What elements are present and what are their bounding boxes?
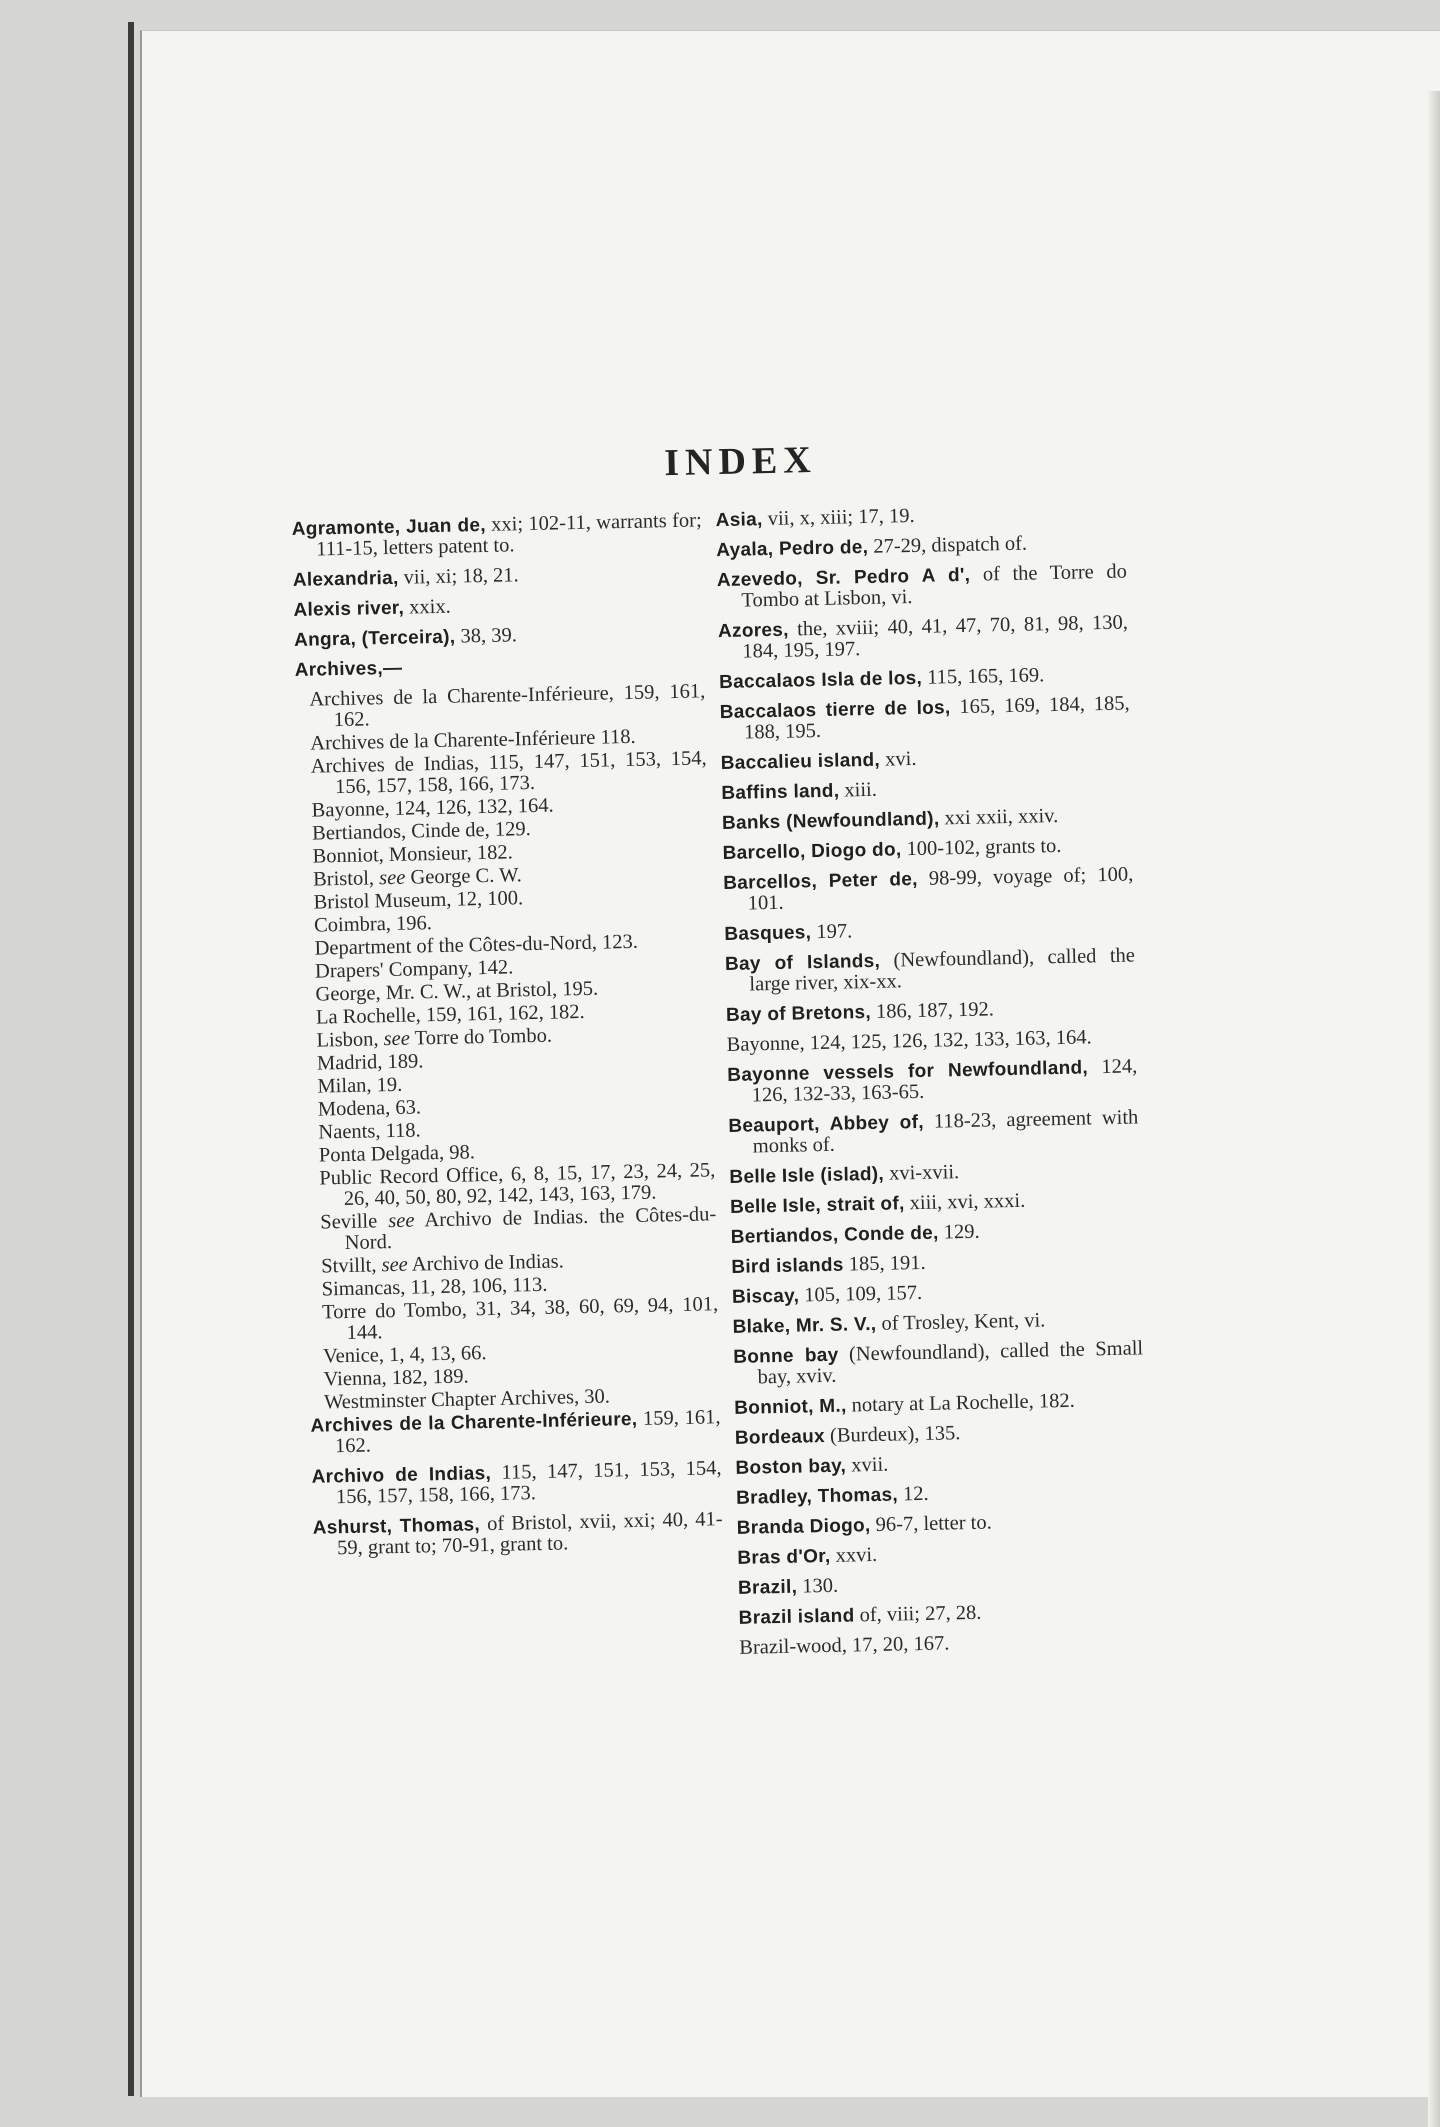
entry-text: xiii. bbox=[839, 779, 877, 802]
entry-text: Torre do Tombo, 31, 34, 38, 60, 69, 94, 101, 144. bbox=[322, 1293, 718, 1344]
entry-text: Department of the Côtes-du-Nord, 123. bbox=[314, 931, 638, 960]
entry-text: of Bristol, xvii, xxi; 40, 41-59, grant to; 70-91, grant to. bbox=[337, 1508, 723, 1559]
entry-heading: Ashurst, Thomas, bbox=[312, 1514, 480, 1538]
binding-shadow bbox=[128, 22, 134, 2096]
entry-heading: Baccalieu island, bbox=[721, 750, 881, 774]
entry-heading: Bordeaux bbox=[735, 1426, 825, 1449]
entry-text: Lisbon, bbox=[316, 1028, 379, 1051]
index-entry bbox=[727, 1056, 1138, 1107]
entry-text: La Rochelle, 159, 161, 162, 182. bbox=[316, 1001, 585, 1029]
index-entry bbox=[292, 510, 703, 561]
entry-text: xxi; 102-11, warrants for; 111-15, letters patent to. bbox=[316, 509, 702, 560]
entry-text: (Newfoundland), called the Small bay, xviv. bbox=[757, 1337, 1143, 1388]
entry-text: Bayonne, 124, 126, 132, 164. bbox=[311, 795, 553, 822]
entry-text: Simancas, 11, 28, 106, 113. bbox=[321, 1274, 547, 1301]
index-entry bbox=[294, 621, 704, 651]
entry-heading: Agramonte, Juan de, bbox=[292, 515, 486, 540]
index-entry bbox=[725, 945, 1136, 996]
entry-text: 185, 191. bbox=[843, 1252, 925, 1276]
entry-heading: Basques, bbox=[724, 922, 811, 945]
entry-text: Bertiandos, Cinde de, 129. bbox=[312, 818, 531, 845]
index-entry bbox=[718, 612, 1129, 663]
entry-heading: Branda Diogo, bbox=[737, 1515, 871, 1539]
entry-text: vii, xi; 18, 21. bbox=[398, 564, 519, 589]
index-entry bbox=[722, 834, 1132, 864]
index-entry bbox=[737, 1539, 1147, 1569]
index-entry bbox=[719, 693, 1130, 744]
page-title: INDEX bbox=[330, 431, 1151, 492]
entry-text: Bonniot, Monsieur, 182. bbox=[312, 841, 513, 867]
entry-heading: Archives,— bbox=[295, 658, 403, 681]
entry-text: Bayonne, 124, 125, 126, 132, 133, 163, 164. bbox=[726, 1026, 1091, 1056]
entry-text: 129. bbox=[938, 1221, 979, 1244]
index-entry bbox=[295, 651, 705, 681]
index-entry bbox=[715, 502, 1125, 532]
index-entry bbox=[737, 1509, 1147, 1539]
entry-text: 124, 126, 132-33, 163-65. bbox=[752, 1055, 1138, 1106]
entry-text: 12. bbox=[898, 1483, 929, 1506]
entry-text: Archives de la Charente-Inférieure, 159, 161, 162. bbox=[309, 680, 705, 731]
entry-text: 96-7, letter to. bbox=[870, 1512, 992, 1537]
entry-text: Stvillt, bbox=[321, 1254, 377, 1277]
entry-heading: Ayala, Pedro de, bbox=[716, 537, 868, 561]
entry-text: of the Torre do Tombo at Lisbon, vi. bbox=[741, 561, 1127, 612]
page-edge bbox=[1428, 91, 1440, 2127]
entry-text: xxi xxii, xxiv. bbox=[939, 805, 1058, 829]
entry-text: 165, 169, 184, 185, 188, 195. bbox=[744, 692, 1130, 743]
index-entry bbox=[721, 774, 1131, 804]
entry-heading: Belle Isle (islad), bbox=[729, 1164, 884, 1188]
entry-text: xxvi. bbox=[830, 1544, 877, 1567]
index-columns bbox=[292, 501, 1176, 1677]
index-entry bbox=[732, 1308, 1142, 1338]
entry-heading: Bradley, Thomas, bbox=[736, 1485, 898, 1509]
entry-heading: Boston bay, bbox=[735, 1456, 846, 1479]
see-target: George C. W. bbox=[410, 864, 522, 888]
index-entry bbox=[738, 1599, 1148, 1629]
index-entry bbox=[721, 744, 1131, 774]
entry-text: xvii. bbox=[846, 1454, 889, 1477]
index-entry bbox=[735, 1419, 1145, 1449]
entry-text: 100-102, grants to. bbox=[901, 835, 1061, 860]
entry-heading: Baccalaos tierre de los, bbox=[719, 697, 950, 723]
index-entry bbox=[736, 1479, 1146, 1509]
entry-text: 159, 161, 162. bbox=[335, 1406, 721, 1457]
entry-heading: Alexandria, bbox=[293, 568, 399, 591]
entry-heading: Archives de la Charente-Inférieure, bbox=[310, 1409, 637, 1437]
index-entry bbox=[716, 532, 1126, 562]
index-entry bbox=[311, 1458, 722, 1509]
index-entry bbox=[722, 804, 1132, 834]
entry-text: Archives de Indias, 115, 147, 151, 153, 154, 156, 157, 158, 166, 173. bbox=[311, 747, 707, 798]
entry-heading: Baccalaos Isla de los, bbox=[719, 668, 922, 693]
entry-text: 130. bbox=[797, 1575, 838, 1598]
index-entry bbox=[312, 1509, 723, 1560]
entry-heading: Bras d'Or, bbox=[737, 1546, 830, 1569]
index-entry bbox=[726, 996, 1136, 1026]
see-target: Archivo de Indias. the Côtes-du-Nord. bbox=[345, 1203, 717, 1254]
entry-heading: Barcellos, Peter de, bbox=[723, 869, 918, 894]
entry-text: Milan, 19. bbox=[317, 1074, 402, 1098]
entry-heading: Baffins land, bbox=[721, 781, 839, 804]
entry-text: Archives de la Charente-Inférieure 118. bbox=[310, 726, 636, 755]
index-entry bbox=[730, 1218, 1140, 1248]
entry-text: xvi. bbox=[880, 748, 917, 771]
entry-text: 38, 39. bbox=[455, 624, 517, 647]
entry-text: vii, x, xiii; 17, 19. bbox=[762, 505, 914, 530]
entry-heading: Banks (Newfoundland), bbox=[722, 808, 940, 834]
entry-heading: Bonne bay bbox=[733, 1345, 839, 1368]
see-reference: see bbox=[383, 1028, 410, 1051]
see-reference: see bbox=[381, 1254, 408, 1277]
entry-text: (Burdeux), 135. bbox=[825, 1422, 961, 1447]
entry-text: xxix. bbox=[404, 596, 451, 619]
entry-text: 98-99, voyage of; 100, 101. bbox=[747, 863, 1133, 914]
see-target: Torre do Tombo. bbox=[414, 1025, 552, 1050]
entry-text: Public Record Office, 6, 8, 15, 17, 23, 24, 25, 26, 40, 50, 80, 92, 142, 143, 163, 179. bbox=[319, 1159, 715, 1210]
entry-text: of Trosley, Kent, vi. bbox=[876, 1309, 1045, 1335]
index-entry bbox=[738, 1569, 1148, 1599]
index-entry bbox=[724, 915, 1134, 945]
entry-text: Modena, 63. bbox=[318, 1096, 422, 1120]
entry-heading: Angra, (Terceira), bbox=[294, 627, 456, 651]
entry-text: Madrid, 189. bbox=[317, 1050, 424, 1074]
index-entry bbox=[735, 1449, 1145, 1479]
entry-text: Bristol, bbox=[313, 867, 374, 890]
see-target: Archivo de Indias. bbox=[412, 1250, 564, 1275]
entry-heading: Bay of Bretons, bbox=[726, 1002, 871, 1026]
index-content bbox=[290, 431, 1176, 1677]
entry-text: of, viii; 27, 28. bbox=[854, 1602, 981, 1627]
see-reference: see bbox=[379, 867, 406, 890]
entry-heading: Blake, Mr. S. V., bbox=[732, 1314, 876, 1338]
entry-text: the, xviii; 40, 41, 47, 70, 81, 98, 130, 184, 195, 197. bbox=[742, 611, 1128, 662]
index-entry bbox=[723, 864, 1134, 915]
index-subentry bbox=[306, 1204, 717, 1255]
entry-text: (Newfoundland), called the large river, xix-xx. bbox=[749, 944, 1135, 995]
entry-text: 115, 165, 169. bbox=[922, 664, 1045, 689]
index-entry bbox=[730, 1188, 1140, 1218]
entry-text: Brazil-wood, 17, 20, 167. bbox=[739, 1632, 950, 1658]
entry-heading: Bertiandos, Conde de, bbox=[730, 1223, 938, 1248]
entry-heading: Alexis river, bbox=[293, 598, 404, 621]
index-subentry bbox=[295, 681, 706, 732]
entry-heading: Asia, bbox=[715, 509, 762, 531]
entry-heading: Azevedo, Sr. Pedro A d', bbox=[717, 565, 971, 591]
index-column-left bbox=[292, 510, 726, 1676]
index-entry bbox=[293, 591, 703, 621]
entry-heading: Belle Isle, strait of, bbox=[730, 1193, 905, 1218]
entry-text: Seville bbox=[320, 1210, 377, 1233]
entry-text: Coimbra, 196. bbox=[314, 912, 432, 936]
entry-heading: Archivo de Indias, bbox=[311, 1463, 491, 1488]
entry-text: xiii, xvi, xxxi. bbox=[904, 1190, 1025, 1215]
entry-text: Ponta Delgada, 98. bbox=[319, 1141, 475, 1166]
index-entry bbox=[293, 561, 703, 591]
entry-text: Venice, 1, 4, 13, 66. bbox=[323, 1342, 487, 1367]
entry-text: 186, 187, 192. bbox=[871, 998, 994, 1023]
entry-text: Vienna, 182, 189. bbox=[323, 1365, 469, 1390]
index-subentry bbox=[305, 1160, 716, 1211]
index-entry bbox=[728, 1107, 1139, 1158]
entry-text: 105, 109, 157. bbox=[799, 1282, 922, 1307]
index-entry bbox=[734, 1389, 1144, 1419]
entry-heading: Biscay, bbox=[732, 1286, 800, 1308]
entry-text: George, Mr. C. W., at Bristol, 195. bbox=[315, 978, 598, 1006]
entry-text: 115, 147, 151, 153, 154, 156, 157, 158, 166, 173. bbox=[336, 1457, 722, 1508]
entry-heading: Bird islands bbox=[731, 1255, 844, 1278]
see-reference: see bbox=[388, 1210, 415, 1233]
entry-heading: Bay of Islands, bbox=[725, 951, 881, 975]
index-subentry bbox=[297, 748, 708, 799]
index-entry bbox=[726, 1026, 1136, 1056]
entry-heading: Brazil, bbox=[738, 1577, 798, 1599]
index-subentry bbox=[308, 1294, 719, 1345]
entry-text: Bristol Museum, 12, 100. bbox=[313, 887, 523, 913]
entry-heading: Bonniot, M., bbox=[734, 1396, 847, 1419]
index-entry bbox=[310, 1407, 721, 1458]
index-entry bbox=[719, 663, 1129, 693]
index-column-right bbox=[715, 502, 1149, 1668]
entry-heading: Brazil island bbox=[738, 1605, 854, 1628]
entry-text: 27-29, dispatch of. bbox=[868, 533, 1027, 558]
entry-text: notary at La Rochelle, 182. bbox=[846, 1390, 1075, 1417]
index-entry bbox=[733, 1338, 1144, 1389]
entry-text: xvi-xvii. bbox=[884, 1161, 960, 1185]
entry-text: 197. bbox=[811, 920, 852, 943]
entry-text: Drapers' Company, 142. bbox=[315, 956, 514, 982]
index-entry bbox=[739, 1629, 1149, 1659]
entry-text: 118-23, agreement with monks of. bbox=[753, 1106, 1139, 1157]
entry-text: Westminster Chapter Archives, 30. bbox=[324, 1386, 610, 1414]
entry-text: Naents, 118. bbox=[318, 1119, 421, 1143]
entry-heading: Bayonne vessels for Newfoundland, bbox=[727, 1057, 1088, 1086]
index-entry bbox=[731, 1248, 1141, 1278]
entry-heading: Azores, bbox=[718, 620, 789, 642]
index-entry bbox=[717, 562, 1128, 613]
entry-heading: Barcello, Diogo do, bbox=[722, 839, 901, 864]
index-entry bbox=[729, 1158, 1139, 1188]
index-entry bbox=[732, 1278, 1142, 1308]
entry-heading: Beauport, Abbey of, bbox=[728, 1112, 924, 1137]
